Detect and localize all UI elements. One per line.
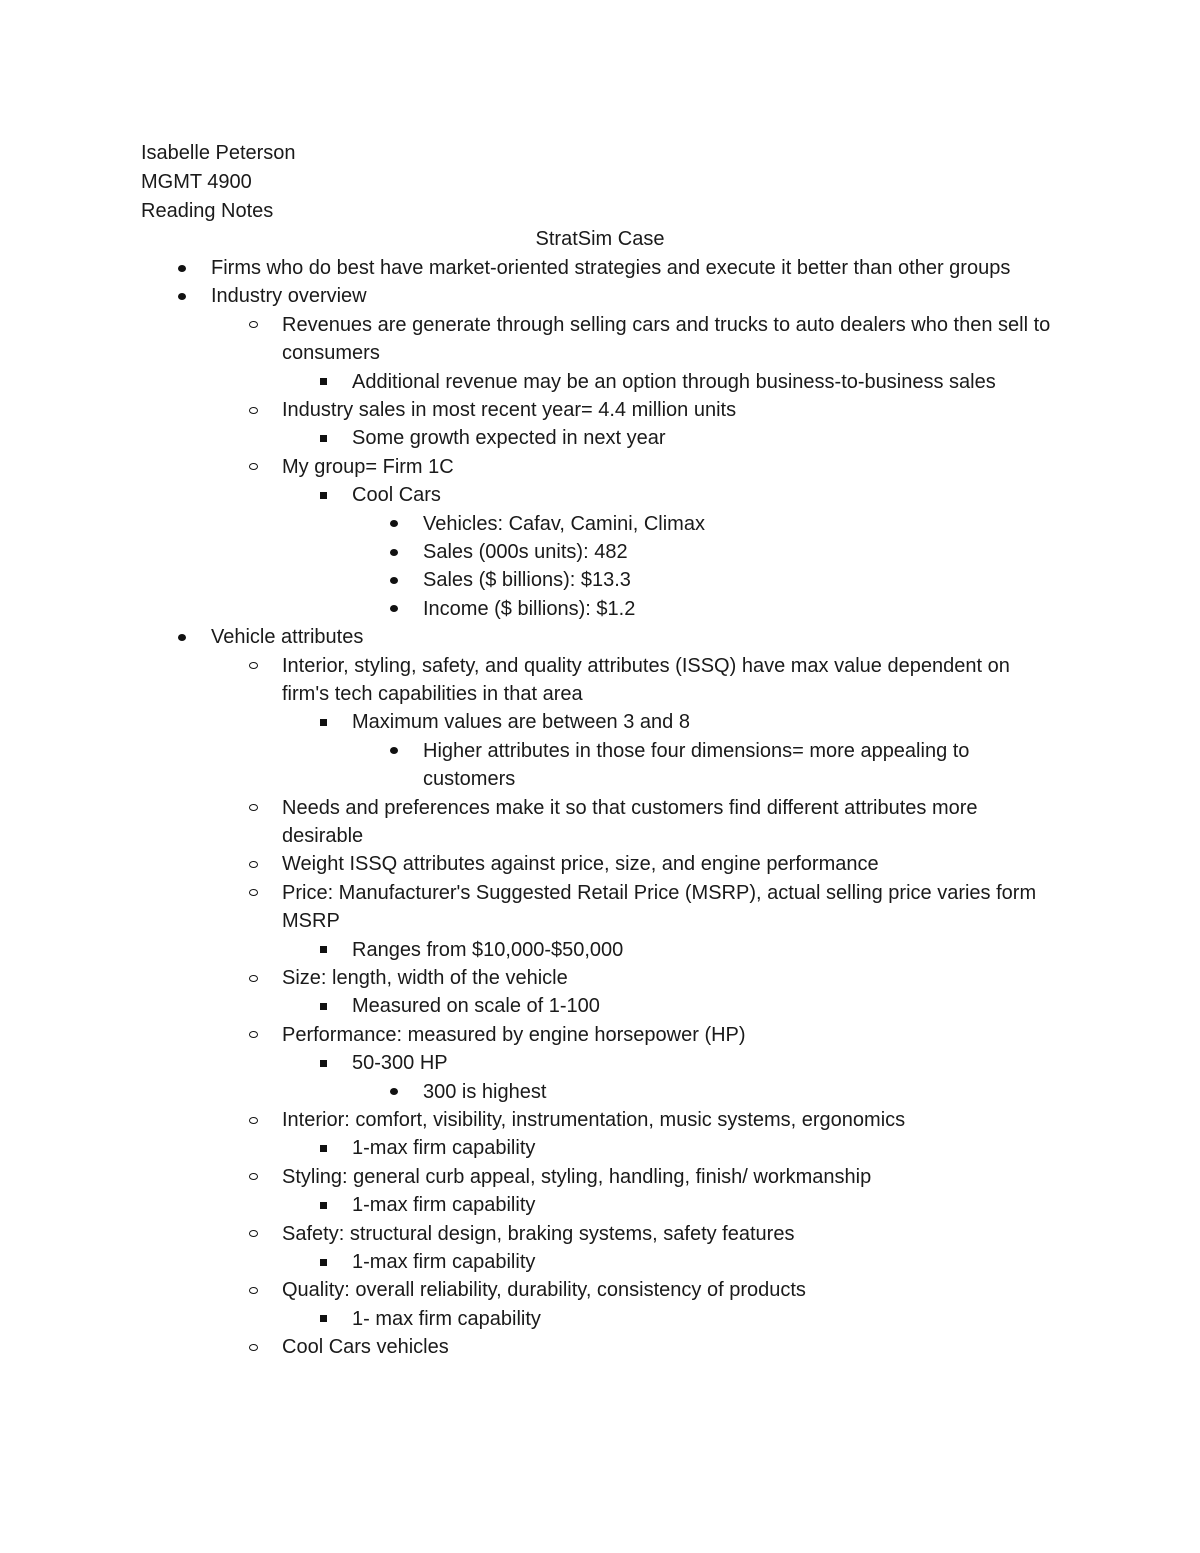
bullet-circle-icon xyxy=(246,453,260,481)
list-item-text: Needs and preferences make it so that customers find different attributes more desirable xyxy=(282,796,978,847)
list-item-text: Interior: comfort, visibility, instrumentation, music systems, ergonomics xyxy=(282,1109,906,1131)
bullet-square-icon xyxy=(316,424,330,452)
bullet-circle-icon xyxy=(246,1106,260,1134)
list-item xyxy=(352,424,1072,452)
list-item-text: 1-max firm capability xyxy=(352,1251,536,1273)
list-item xyxy=(282,1021,1062,1049)
bullet-circle-icon xyxy=(246,1276,260,1304)
list-item xyxy=(282,1163,1062,1191)
list-item-text: 1-max firm capability xyxy=(352,1137,536,1160)
list-item xyxy=(352,368,1072,396)
list-item-text: Quality: overall reliability, durability, consistency of products xyxy=(282,1279,806,1302)
list-item xyxy=(282,311,1062,368)
bullet-disc-icon xyxy=(175,282,189,310)
list-item-text: Sales ($ billions): $13.3 xyxy=(423,569,631,592)
list-item-text: Ranges from $10,000-$50,000 xyxy=(352,938,624,961)
bullet-square-icon xyxy=(316,1134,330,1162)
list-item-text: Firms who do best have market-oriented strategies and execute it better than other groups xyxy=(211,257,1011,279)
list-item xyxy=(282,794,1062,851)
bullet-square-icon xyxy=(316,992,330,1020)
list-item-text: Cool Cars vehicles xyxy=(282,1336,449,1359)
list-item-text: Industry overview xyxy=(211,285,367,308)
list-item-text: Weight ISSQ attributes against price, size, and engine performance xyxy=(282,853,879,876)
list-item-text: Income ($ billions): $1.2 xyxy=(423,597,636,620)
bullet-square-icon xyxy=(316,481,330,509)
list-item xyxy=(282,453,1062,481)
list-item xyxy=(282,1106,1062,1134)
list-item-text: Higher attributes in those four dimensions= more appealing to customers xyxy=(423,739,970,791)
bullet-circle-icon xyxy=(246,879,260,907)
list-item-text: Measured on scale of 1-100 xyxy=(352,995,600,1018)
list-item-text: Interior, styling, safety, and quality attributes (ISSQ) have max value dependent on firm's tech capabilities in that area xyxy=(282,654,1010,705)
list-item-text: Revenues are generate through selling cars and trucks to auto dealers who then sell to consumers xyxy=(282,313,1051,365)
list-item-text: Some growth expected in next year xyxy=(352,427,666,450)
list-item-text: 1-max firm capability xyxy=(352,1194,536,1217)
list-item xyxy=(282,1220,1062,1248)
list-item xyxy=(352,708,1072,736)
list-item xyxy=(423,566,1043,594)
list-item-text: Industry sales in most recent year= 4.4 million units xyxy=(282,399,737,421)
list-item xyxy=(352,1191,1072,1219)
list-item xyxy=(352,992,1072,1020)
document-title: StratSim Case xyxy=(535,228,665,250)
bullet-circle-icon xyxy=(246,1163,260,1191)
list-item xyxy=(423,538,1043,566)
list-item xyxy=(352,1134,1072,1162)
list-item-text: Performance: measured by engine horsepower (HP) xyxy=(282,1023,746,1046)
bullet-square-icon xyxy=(316,936,330,964)
course-code: MGMT 4900 xyxy=(141,171,252,193)
list-item-text: Vehicle attributes xyxy=(211,626,364,649)
bullet-circle-icon xyxy=(246,311,260,339)
list-item-text: Safety: structural design, braking systems, safety features xyxy=(282,1222,795,1245)
bullet-circle-icon xyxy=(246,794,260,822)
bullet-square-icon xyxy=(316,1191,330,1219)
bullet-circle-icon xyxy=(246,1220,260,1248)
list-item-text: 50-300 HP xyxy=(352,1052,448,1075)
list-item xyxy=(282,1333,1062,1361)
list-item xyxy=(211,623,1031,651)
author-name: Isabelle Peterson xyxy=(141,142,296,164)
list-item xyxy=(352,1248,1072,1276)
list-item-text: 300 is highest xyxy=(423,1080,547,1103)
list-item xyxy=(423,737,1043,794)
bullet-disc-icon xyxy=(175,254,189,282)
bullet-disc-icon xyxy=(387,1078,401,1106)
list-item xyxy=(352,1049,1072,1077)
bullet-circle-icon xyxy=(246,850,260,878)
list-item xyxy=(211,282,1031,310)
list-item-text: Size: length, width of the vehicle xyxy=(282,967,568,989)
list-item-text: Sales (000s units): 482 xyxy=(423,541,628,563)
list-item-text: 1- max firm capability xyxy=(352,1307,541,1330)
bullet-square-icon xyxy=(316,1305,330,1333)
list-item xyxy=(423,1078,1043,1106)
bullet-disc-icon xyxy=(387,538,401,566)
list-item xyxy=(352,936,1072,964)
list-item xyxy=(211,254,1031,282)
bullet-circle-icon xyxy=(246,1333,260,1361)
bullet-circle-icon xyxy=(246,1021,260,1049)
list-item xyxy=(282,396,1062,424)
document-type: Reading Notes xyxy=(141,200,274,222)
bullet-circle-icon xyxy=(246,396,260,424)
list-item-text: Maximum values are between 3 and 8 xyxy=(352,711,690,734)
list-item xyxy=(352,481,1072,509)
bullet-disc-icon xyxy=(387,566,401,594)
list-item xyxy=(282,964,1062,992)
bullet-square-icon xyxy=(316,1248,330,1276)
list-item-text: My group= Firm 1C xyxy=(282,455,454,478)
list-item xyxy=(423,510,1043,538)
bullet-disc-icon xyxy=(175,623,189,651)
bullet-square-icon xyxy=(316,708,330,736)
bullet-circle-icon xyxy=(246,964,260,992)
list-item-text: Additional revenue may be an option through business-to-business sales xyxy=(352,370,996,393)
bullet-square-icon xyxy=(316,1049,330,1077)
list-item xyxy=(423,595,1043,623)
bullet-square-icon xyxy=(316,368,330,396)
list-item xyxy=(282,879,1062,936)
list-item xyxy=(282,652,1062,709)
list-item-text: Price: Manufacturer's Suggested Retail Price (MSRP), actual selling price varies form MSRP xyxy=(282,881,1037,933)
bullet-circle-icon xyxy=(246,652,260,680)
list-item xyxy=(282,1276,1062,1304)
bullet-disc-icon xyxy=(387,737,401,765)
bullet-disc-icon xyxy=(387,510,401,538)
list-item-text: Cool Cars xyxy=(352,484,441,507)
list-item xyxy=(282,850,1062,878)
bullet-disc-icon xyxy=(387,595,401,623)
list-item-text: Vehicles: Cafav, Camini, Climax xyxy=(423,512,705,535)
list-item xyxy=(352,1305,1072,1333)
list-item-text: Styling: general curb appeal, styling, handling, finish/ workmanship xyxy=(282,1165,872,1188)
